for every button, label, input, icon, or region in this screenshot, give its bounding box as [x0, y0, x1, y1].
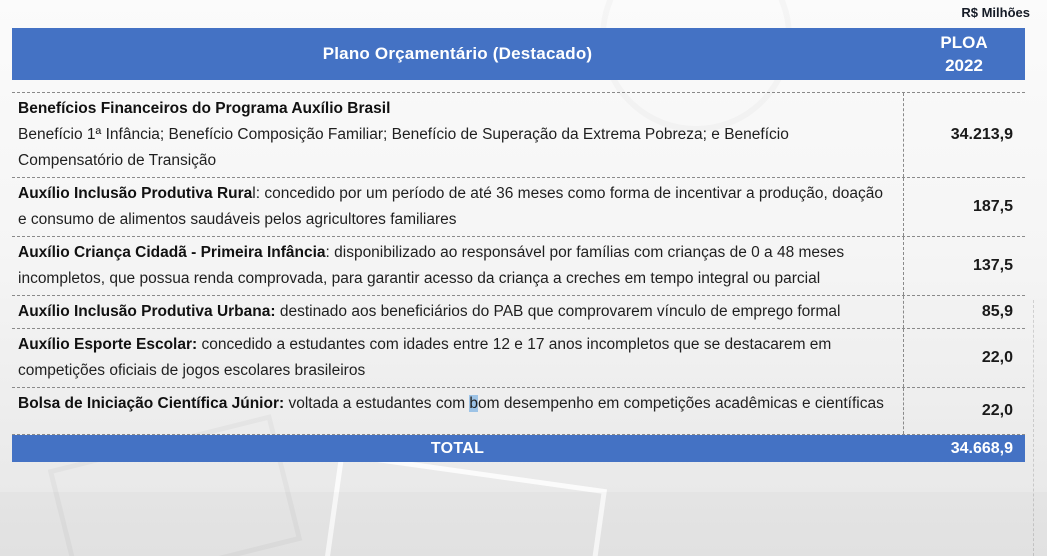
row-title: Auxílio Inclusão Produtiva Rura	[18, 185, 253, 202]
table-row	[12, 236, 1025, 295]
row-text: om desempenho em competições acadêmicas e científicas	[478, 395, 884, 412]
table-row	[12, 295, 1025, 328]
table-row	[12, 92, 1025, 177]
row-title: Auxílio Esporte Escolar:	[18, 336, 198, 353]
watermark-dashed-line	[1033, 300, 1034, 556]
row-description	[12, 296, 903, 328]
row-description	[12, 329, 903, 387]
unit-label: R$ Milhões	[961, 5, 1030, 20]
row-value: 34.213,9	[903, 93, 1025, 177]
table-header	[12, 28, 1025, 80]
row-text: l: concedido por um período de até 36 meses como forma de incentivar a produção, doação e consumo de alimentos saudáveis pelos agricultores familiares	[18, 185, 883, 228]
table-row	[12, 328, 1025, 387]
row-description	[12, 178, 903, 236]
header-title: Plano Orçamentário (Destacado)	[322, 44, 593, 63]
total-value: 34.668,9	[950, 439, 1013, 457]
total-label: TOTAL	[430, 439, 485, 457]
header-ploa-line1: PLOA	[940, 33, 988, 52]
row-value: 22,0	[903, 329, 1025, 387]
watermark-band	[0, 492, 1047, 556]
row-text: voltada a estudantes com	[284, 395, 470, 412]
header-ploa-2022	[903, 28, 1025, 80]
table-row	[12, 177, 1025, 236]
row-value: 85,9	[903, 296, 1025, 328]
total-row	[12, 435, 1025, 462]
table-row	[12, 387, 1025, 435]
row-title: Bolsa de Iniciação Científica Júnior:	[18, 395, 285, 412]
row-title: Benefícios Financeiros do Programa Auxílio Brasil	[18, 100, 391, 117]
row-text: concedido a estudantes com idades entre 12 e 17 anos incompletos que se destacarem em competições oficiais de jogos escolares brasileiros	[18, 336, 832, 379]
watermark-shape	[323, 452, 607, 556]
row-description	[12, 237, 903, 295]
row-title: Auxílio Inclusão Produtiva Urbana:	[18, 303, 276, 320]
row-value: 137,5	[903, 237, 1025, 295]
row-description	[12, 93, 903, 177]
table-body	[12, 92, 1025, 435]
row-value: 187,5	[903, 178, 1025, 236]
row-description	[12, 388, 903, 434]
budget-table	[12, 92, 1025, 462]
row-text: destinado aos beneficiários do PAB que comprovarem vínculo de emprego formal	[275, 303, 841, 320]
row-title: Auxílio Criança Cidadã - Primeira Infância	[18, 244, 326, 261]
header-ploa-line2: 2022	[945, 56, 983, 75]
text-highlight: b	[469, 395, 479, 412]
row-text: : disponibilizado ao responsável por famílias com crianças de 0 a 48 meses incompletos, que possua renda comprovada, para garantir acesso da criança a creches em tempo integral ou parcial	[18, 244, 845, 287]
row-text: Benefício 1ª Infância; Benefício Composição Familiar; Benefício de Superação da Extrema Pobreza; e Benefício Compensatório de Transição	[18, 126, 789, 169]
row-value: 22,0	[903, 388, 1025, 434]
